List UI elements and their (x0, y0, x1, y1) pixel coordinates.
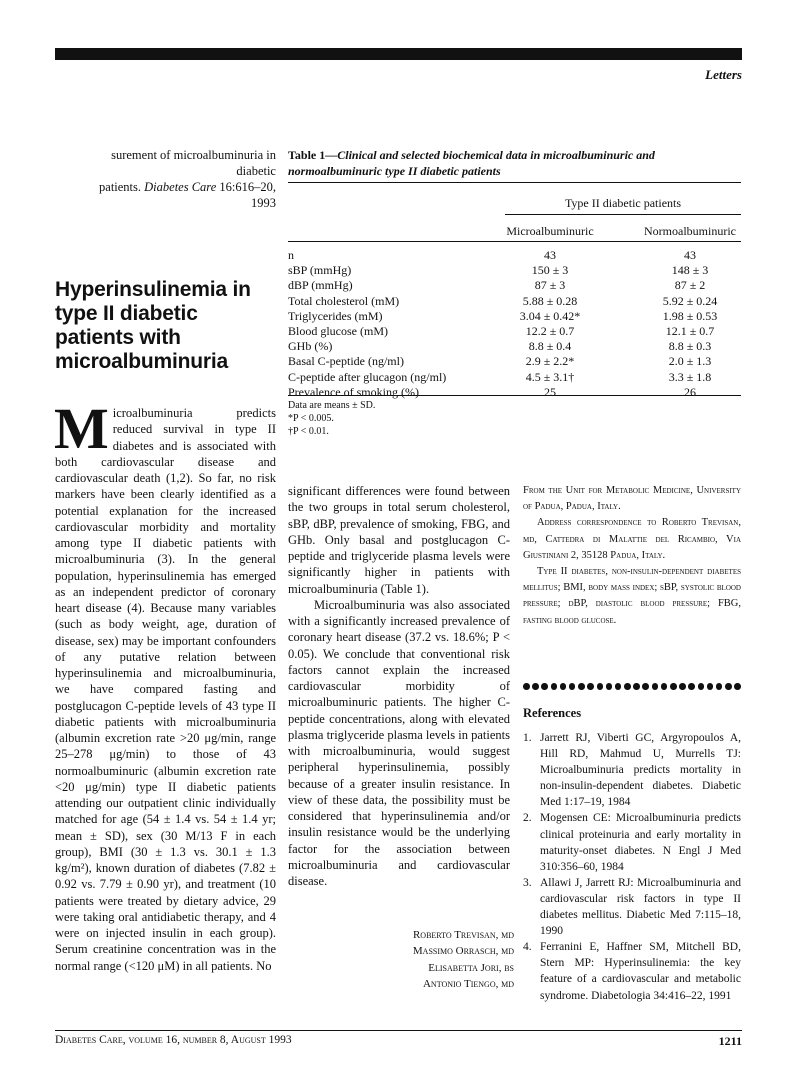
table-row (288, 263, 741, 278)
table-top-rule (288, 182, 741, 183)
table-cell-normo: 26 (684, 384, 696, 399)
table-row-label: Prevalence of smoking (%) (288, 384, 419, 399)
reference-number: 2. (523, 812, 532, 825)
footer-journal: Diabetes Care, volume 16, number 8, August 1993 (55, 1034, 292, 1046)
divider-dot (679, 683, 686, 690)
table-row (288, 354, 741, 369)
table-row (288, 370, 741, 385)
table-cell-normo: 2.0 ± 1.3 (668, 354, 712, 369)
intro-line-2: patients. (99, 180, 145, 194)
body-paragraph-3: Microalbuminuria was also associated with a significantly increased prevalence of coronary heart disease (37.2 vs. 18.6%; P < 0.05). We conclude that conventional risk factors cannot explain the increased cardiovascular morbidity of microalbuminuric patients. The higher C-peptide concentrations, along with elevated plasma triglyceride plasma levels in patients with microalbuminuria, would suggest peripheral hyperinsulinemia, possibly because of a greater insulin resistance. In view of these data, the possibility must be considered that hyperinsulinemia and/or insulin resistance would be the underlying factor for the association between microalbuminuria and cardiovascular disease. (288, 597, 510, 888)
table-row-label: Triglycerides (mM) (288, 308, 383, 323)
table-row-label: Total cholesterol (mM) (288, 293, 400, 308)
divider-dot (569, 683, 576, 690)
divider-dot (642, 683, 649, 690)
author-name: Massimo Orrasch, md (412, 945, 514, 958)
references-heading: References (523, 706, 582, 720)
table-cell-micro: 25 (544, 384, 556, 399)
table-note: *P < 0.005. (288, 413, 334, 424)
table-col-header-normo: Normoalbuminuric (644, 224, 736, 238)
divider-dot (652, 683, 659, 690)
body-column-2 (288, 483, 510, 889)
table-cell-micro: 8.8 ± 0.4 (528, 339, 572, 354)
reference-number: 4. (523, 941, 532, 954)
affiliation-address: Address correspondence to Roberto Trevisan, md, Cattedra di Malattie del Ricambio, Via Giustiniani 2, 35128 Padua, Italy. (523, 517, 741, 561)
table-cell-micro: 150 ± 3 (531, 263, 569, 278)
table-row (288, 248, 741, 263)
divider-dot (734, 683, 741, 690)
body-paragraph-2: significant differences were found between the two groups in total serum cholesterol, sBP, dBP, prevalence of smoking, FBG, and GHb. Only basal and postglucagon C-peptide and triglyceride plasma levels were significantly higher in patients with microalbuminuria (Table 1). (288, 484, 510, 596)
body-paragraph-1: icroalbuminuria predicts reduced survival in type II diabetes and is associated with both cardiovascular disease and cardiovascular death (1,2). So far, no risk markers have been clearly identified as a potential explanation for the increased cardiovascular morbidity and mortality among type II diabetic patients with microalbuminuria (3). In the general population, hyperinsulinemia has emerged as an independent predictor of coronary heart disease (4). Because many variables (such as body weight, age, duration of disease, sex) may be important confounders of any putative relation between hyperinsulinemia and microalbuminuria, we have compared fasting and postglucagon C-peptide levels of 43 type II diabetic patients with microalbuminuria (albumin excretion rate >20 μg/min, range 25–278 μg/min) to those of 43 normoalbuminuric (albumin excretion rate <20 μg/min) type II diabetic patients attending our outpatient clinic individually matched for age (54 ± 1.4 vs. 54 ± 1.4 yr; mean ± SD), sex (30 M/13 F in each group), BMI (30 ± 1.3 vs. 30.1 ± 1.3 kg/m²), known duration of diabetes (7.82 ± 0.92 vs. 7.79 ± 0.90 yr), and treatment (10 patients were treated by dietary advice, 29 were taking oral antidiabetic therapy, and 4 were on injected insulin in each group). Serum creatinine concentration was in the normal range (<120 μM) in all patients. No (55, 406, 276, 973)
section-label: Letters (705, 67, 742, 82)
affiliation-block (523, 483, 741, 629)
reference-item (523, 875, 741, 939)
divider-dot (624, 683, 631, 690)
divider-dot (633, 683, 640, 690)
divider-dot (560, 683, 567, 690)
table-cell-micro: 3.04 ± 0.42* (519, 308, 581, 323)
author-signatures (413, 927, 514, 992)
table-row (288, 339, 741, 354)
table-cell-normo: 1.98 ± 0.53 (662, 308, 718, 323)
table-col-header-micro: Microalbuminuric (506, 224, 594, 238)
table-row-label: C-peptide after glucagon (ng/ml) (288, 369, 447, 384)
table-cell-normo: 12.1 ± 0.7 (665, 323, 715, 338)
table-row-label: Basal C-peptide (ng/ml) (288, 354, 404, 369)
title-line: Hyperinsulinemia in (55, 278, 251, 301)
title-line: microalbuminuria (55, 350, 229, 373)
intro-fragment (73, 147, 276, 211)
divider-dot (578, 683, 585, 690)
table-body (288, 248, 741, 400)
divider-dot (707, 683, 714, 690)
divider-dot (523, 683, 530, 690)
reference-number: 1. (523, 732, 532, 744)
table-row (288, 294, 741, 309)
table-note: Data are means ± SD. (288, 400, 376, 411)
divider-dot (615, 683, 622, 690)
author-name: Antonio Tiengo, md (422, 977, 514, 990)
table-bottom-rule (288, 395, 741, 396)
table-cell-normo: 148 ± 3 (671, 263, 709, 278)
divider-dot (661, 683, 668, 690)
intro-line-1: surement of microalbuminuria in diabetic (111, 148, 276, 178)
table-cell-micro: 2.9 ± 2.2* (525, 354, 575, 369)
table-row-label: GHb (%) (288, 339, 333, 354)
reference-item (523, 730, 741, 810)
divider-dot (587, 683, 594, 690)
table-row (288, 309, 741, 324)
header-rule (55, 48, 742, 60)
reference-item (523, 810, 741, 874)
table-cell-micro: 43 (544, 248, 556, 262)
article-title (55, 278, 270, 374)
table-header-rule (288, 241, 741, 242)
table-note: †P < 0.01. (288, 426, 329, 437)
table-group-header: Type II diabetic patients (564, 196, 682, 210)
table-row (288, 278, 741, 293)
table-cell-micro: 5.88 ± 0.28 (522, 293, 578, 308)
divider-dot (532, 683, 539, 690)
table-cell-normo: 3.3 ± 1.8 (668, 369, 712, 384)
table-row (288, 385, 741, 400)
table-row-label: Blood glucose (mM) (288, 323, 388, 338)
divider-dot (670, 683, 677, 690)
table-cell-normo: 43 (684, 248, 696, 262)
table-row-label: n (288, 248, 294, 262)
author-name: Elisabetta Jori, bs (428, 961, 514, 974)
divider-dot (688, 683, 695, 690)
affiliation-from: From the Unit for Metabolic Medicine, University of Padua, Padua, Italy. (523, 485, 741, 513)
divider-dot (541, 683, 548, 690)
divider-dot (725, 683, 732, 690)
reference-number: 3. (523, 876, 532, 889)
divider-dot (597, 683, 604, 690)
table-cell-normo: 87 ± 2 (674, 278, 706, 293)
table-cell-micro: 4.5 ± 3.1† (525, 369, 575, 384)
table-group-rule (505, 214, 741, 215)
table-row (288, 324, 741, 339)
drop-cap: M (54, 396, 109, 461)
reference-text: Ferranini E, Haffner SM, Mitchell BD, Stern MP: Hyperinsulinemia: the key feature of a cardiovascular and metabolic syndrome. Diabetologia 34:416–22, 1991 (540, 941, 741, 1002)
table-cell-normo: 5.92 ± 0.24 (662, 293, 718, 308)
author-name: Roberto Trevisan, md (412, 929, 514, 941)
table-caption-text: —Clinical and selected biochemical data in microalbuminuric and normoalbuminuric type II diabetic patients (288, 148, 655, 178)
table-row-label: dBP (mmHg) (288, 278, 353, 293)
page-number: 1211 (718, 1034, 742, 1048)
affiliation-abbreviations: Type II diabetes, non-insulin-dependent diabetes mellitus; BMI, body mass index; sBP, systolic blood pressure; dBP, diastolic blood pressure; FBG, fasting blood glucose. (523, 566, 741, 626)
intro-cite: 16:616–20, 1993 (216, 180, 276, 210)
divider-dot (606, 683, 613, 690)
table-cell-normo: 8.8 ± 0.3 (668, 339, 712, 354)
intro-journal: Diabetes Care (144, 180, 217, 194)
table-cell-micro: 12.2 ± 0.7 (525, 323, 575, 338)
footer-rule (55, 1030, 742, 1031)
divider-dot (551, 683, 558, 690)
table-label: Table 1 (288, 148, 326, 162)
title-line: patients with (55, 326, 181, 349)
divider-dot (716, 683, 723, 690)
table-cell-micro: 87 ± 3 (534, 278, 566, 293)
section-divider-dots (523, 683, 741, 693)
table-caption (288, 147, 741, 179)
reference-text: Mogensen CE: Microalbuminuria predicts clinical proteinuria and early mortality in maturity-onset diabetes. N Engl J Med 310:356–60, 1984 (540, 812, 741, 873)
divider-dot (698, 683, 705, 690)
reference-item (523, 939, 741, 1003)
references-list (523, 730, 741, 1004)
table-notes (288, 399, 375, 438)
title-line: type II diabetic (55, 302, 198, 325)
reference-text: Allawi J, Jarrett RJ: Microalbuminuria and cardiovascular risk factors in type II diabetes mellitus. Diabetic Med 7:115–18, 1990 (540, 876, 741, 938)
body-column-1 (54, 396, 276, 974)
table-row-label: sBP (mmHg) (288, 263, 352, 278)
reference-text: Jarrett RJ, Viberti GC, Argyropoulos A, Hill RD, Mahmud U, Murrells TJ: Microalbuminuria predicts mortality in non-insulin-dependent diabetes. Diabetic Med 1:17–19, 1984 (540, 732, 741, 809)
